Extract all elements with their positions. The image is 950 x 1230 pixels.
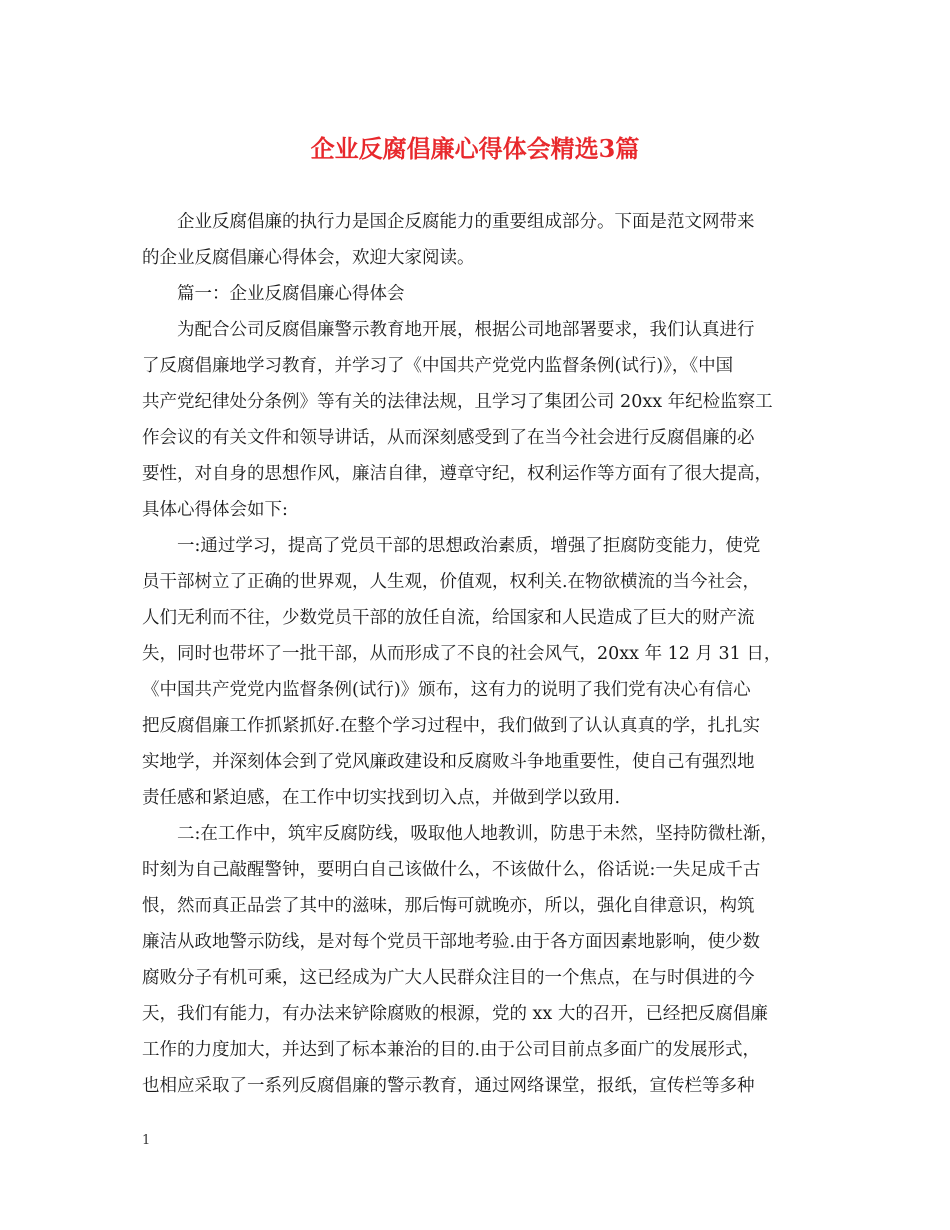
text-line: 为配合公司反腐倡廉警示教育地开展，根据公司地部署要求，我们认真进行: [142, 320, 755, 340]
text-line: 实地学，并深刻体会到了党风廉政建设和反腐败斗争地重要性，使自己有强烈地: [142, 752, 755, 772]
paragraph-point-one: [142, 528, 822, 816]
text-line: 也相应采取了一系列反腐倡廉的警示教育，通过网络课堂，报纸，宣传栏等多种: [142, 1076, 755, 1096]
text-line: 了反腐倡廉地学习教育，并学习了《中国共产党党内监督条例(试行)》，《中国: [142, 356, 734, 376]
text-line: 篇一：企业反腐倡廉心得体会: [142, 284, 405, 304]
document-body: [142, 204, 822, 1104]
text-line: 失，同时也带坏了一批干部，从而形成了不良的社会风气，20xx 年 12 月 31 日，: [142, 644, 782, 664]
paragraph-point-two: [142, 816, 822, 1104]
text-line: 工作的力度加大，并达到了标本兼治的目的.由于公司目前点多面广的发展形式，: [142, 1040, 761, 1060]
text-line: 一:通过学习，提高了党员干部的思想政治素质，增强了拒腐防变能力，使党: [142, 536, 761, 556]
text-line: 员干部树立了正确的世界观，人生观，价值观，权利关.在物欲横流的当今社会，: [142, 572, 761, 592]
text-line: 具体心得体会如下:: [142, 500, 288, 520]
text-line: 要性，对自身的思想作风，廉洁自律，遵章守纪，权利运作等方面有了很大提高，: [142, 464, 772, 484]
text-line: 共产党纪律处分条例》等有关的法律法规，且学习了集团公司 20xx 年纪检监察工: [142, 392, 773, 412]
section-heading: [142, 276, 822, 312]
text-line: 人们无利而不往，少数党员干部的放任自流，给国家和人民造成了巨大的财产流: [142, 608, 755, 628]
text-line: 企业反腐倡廉的执行力是国企反腐能力的重要组成部分。下面是范文网带来: [142, 212, 755, 232]
text-line: 腐败分子有机可乘，这已经成为广大人民群众注目的一个焦点，在与时俱进的今: [142, 968, 755, 988]
page-number: 1: [142, 1133, 151, 1148]
text-line: 作会议的有关文件和领导讲话，从而深刻感受到了在当今社会进行反腐倡廉的必: [142, 428, 755, 448]
paragraph-background: [142, 312, 822, 528]
text-line: 天，我们有能力，有办法来铲除腐败的根源，党的 xx 大的召开，已经把反腐倡廉: [142, 1004, 768, 1024]
text-line: 《中国共产党党内监督条例(试行)》颁布，这有力的说明了我们党有决心有信心: [142, 680, 751, 700]
document-title: 企业反腐倡廉心得体会精选3篇: [310, 134, 640, 163]
text-line: 二:在工作中，筑牢反腐防线，吸取他人地教训，防患于未然，坚持防微杜渐，: [142, 824, 778, 844]
text-line: 恨，然而真正品尝了其中的滋味，那后悔可就晚亦，所以，强化自律意识，构筑: [142, 896, 755, 916]
text-line: 廉洁从政地警示防线，是对每个党员干部地考验.由于各方面因素地影响，使少数: [142, 932, 761, 952]
text-line: 时刻为自己敲醒警钟，要明白自己该做什么，不该做什么，俗话说:一失足成千古: [142, 860, 761, 880]
paragraph-intro: [142, 204, 822, 276]
text-line: 责任感和紧迫感，在工作中切实找到切入点，并做到学以致用.: [142, 788, 621, 808]
text-line: 把反腐倡廉工作抓紧抓好.在整个学习过程中，我们做到了认认真真的学，扎扎实: [142, 716, 761, 736]
text-line: 的企业反腐倡廉心得体会，欢迎大家阅读。: [142, 248, 475, 268]
